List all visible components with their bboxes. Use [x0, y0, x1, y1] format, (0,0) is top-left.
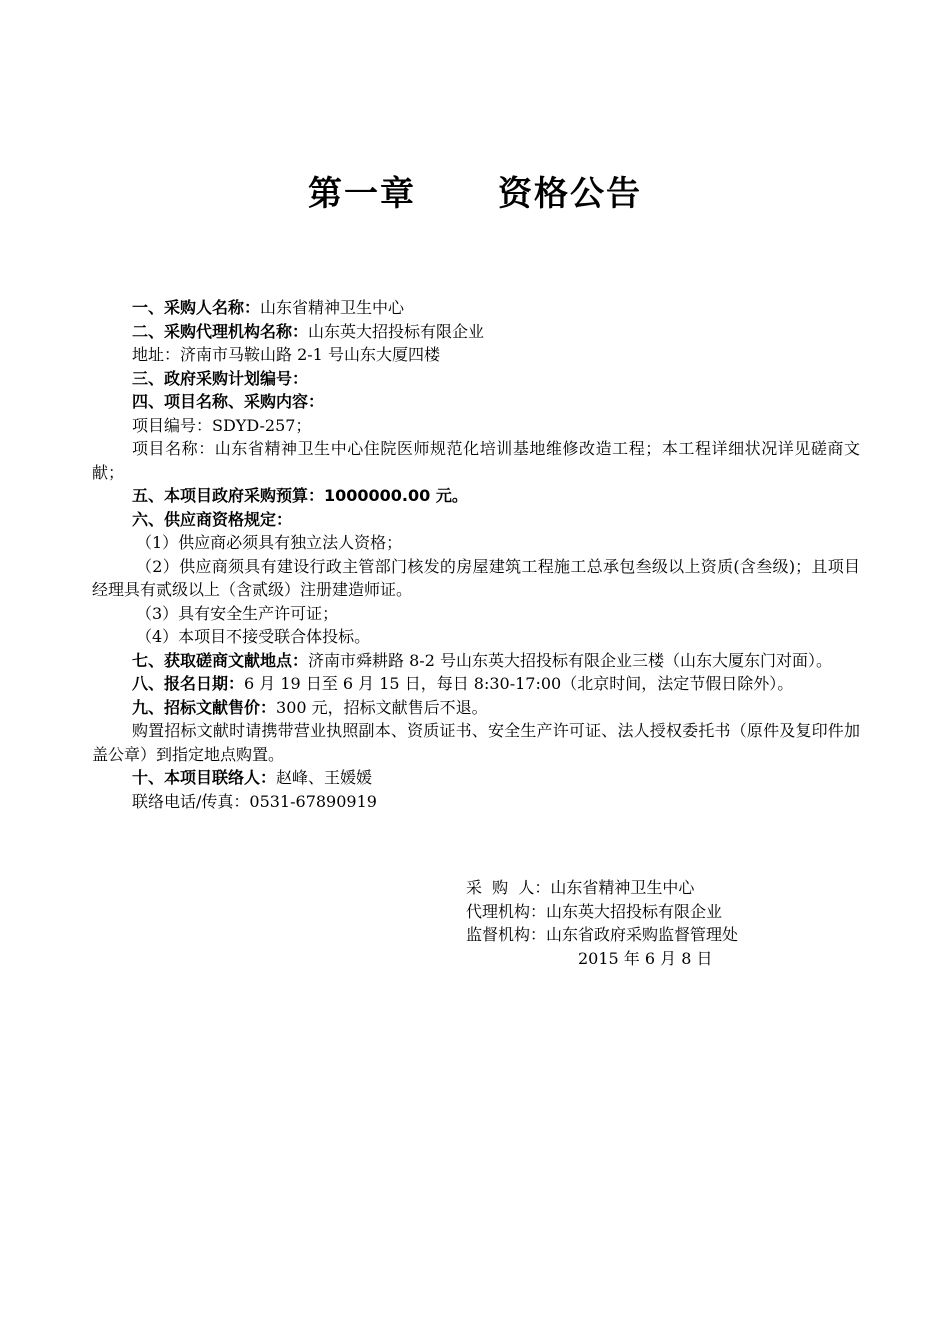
signature-purchaser: 采 购 人：山东省精神卫生中心	[466, 878, 695, 897]
section-label: 七、获取磋商文献地点：	[132, 650, 309, 670]
agency-address: 地址：济南市马鞍山路 2-1 号山东大厦四楼	[132, 345, 440, 364]
contact-phone: 联络电话/传真：0531-67890919	[132, 791, 377, 811]
requirement-item: （1）供应商必须具有独立法人资格；	[136, 533, 403, 552]
section-label: 十、本项目联络人：	[132, 768, 277, 787]
project-name: 项目名称：山东省精神卫生中心住院医师规范化培训基地维修改造工程；本工程详细状况详见磋商文献；	[92, 439, 860, 482]
section-document-location	[92, 649, 860, 673]
section-label: 四、项目名称、采购内容：	[132, 392, 325, 411]
section-label: 八、报名日期：	[132, 674, 245, 693]
section-label: 九、招标文献售价：	[132, 697, 277, 717]
section-price	[92, 696, 860, 720]
section-qualification	[92, 508, 860, 532]
announcement-body	[92, 296, 860, 813]
section-contact	[92, 766, 860, 790]
section-value: 山东英大招投标有限企业	[308, 321, 485, 341]
section-value: 300 元，招标文献售后不退。	[276, 697, 488, 717]
section-registration-date	[92, 672, 860, 696]
signature-agency: 代理机构：山东英大招投标有限企业	[466, 901, 723, 921]
chapter-number: 第一章	[308, 174, 416, 214]
section-value: 6 月 19 日至 6 月 15 日，每日 8:30-17:00（北京时间，法定节假日除外）。	[244, 674, 794, 693]
requirement-item: （3）具有安全生产许可证；	[136, 603, 339, 623]
project-number: 项目编号：SDYD-257；	[132, 415, 312, 435]
signature-date: 2015 年 6 月 8 日	[578, 948, 713, 968]
section-value: 山东省精神卫生中心	[260, 298, 405, 317]
section-purchaser	[92, 296, 860, 320]
section-label: 六、供应商资格规定：	[132, 509, 293, 529]
purchase-note: 购置招标文献时请携带营业执照副本、资质证书、安全生产许可证、法人授权委托书（原件及复印件加盖公章）到指定地点购置。	[92, 721, 860, 764]
section-label: 三、政府采购计划编号：	[132, 368, 309, 388]
section-value: 济南市舜耕路 8-2 号山东英大招投标有限企业三楼（山东大厦东门对面）。	[308, 650, 832, 670]
section-label: 二、采购代理机构名称：	[132, 321, 309, 341]
chapter-name: 资格公告	[498, 174, 642, 214]
section-agency	[92, 320, 860, 344]
requirement-item: （4）本项目不接受联合体投标。	[136, 627, 371, 646]
section-budget	[92, 484, 860, 508]
section-label: 五、本项目政府采购预算：1000000.00 元。	[132, 486, 468, 505]
chapter-title	[0, 170, 950, 218]
section-value: 赵峰、王媛媛	[276, 768, 373, 787]
section-project	[92, 390, 860, 414]
signature-supervisor: 监督机构：山东省政府采购监督管理处	[466, 925, 739, 944]
requirement-item: （2）供应商须具有建设行政主管部门核发的房屋建筑工程施工总承包叁级以上资质(含叁级)；且项目经理具有贰级以上（含贰级）注册建造师证。	[92, 556, 860, 599]
signature-block	[466, 876, 886, 970]
section-plan-number	[92, 367, 860, 391]
section-label: 一、采购人名称：	[132, 298, 261, 317]
